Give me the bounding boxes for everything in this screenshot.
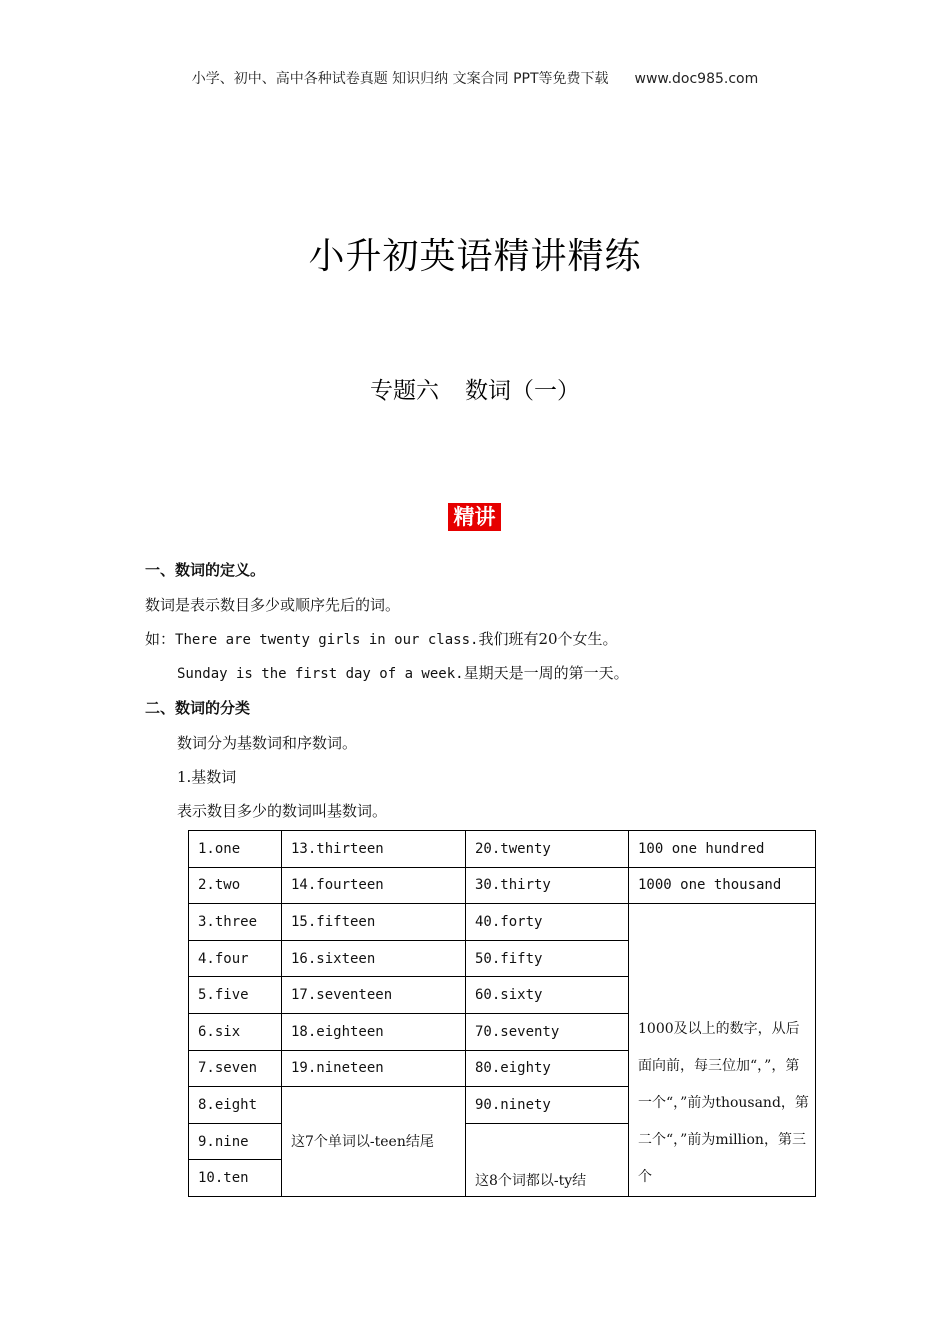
table-cell: 30.thirty bbox=[466, 867, 629, 904]
table-cell: 9.nine bbox=[189, 1123, 282, 1160]
table-cell: 5.five bbox=[189, 977, 282, 1014]
table-cell: 40.forty bbox=[466, 904, 629, 941]
example-2-cn: 星期天是一周的第一天。 bbox=[463, 664, 629, 682]
table-cell: 19.nineteen bbox=[282, 1050, 466, 1087]
table-cell: 8.eight bbox=[189, 1087, 282, 1124]
table-cell: 15.fifteen bbox=[282, 904, 466, 941]
header-text: 小学、初中、高中各种试卷真题 知识归纳 文案合同 PPT等免费下载 bbox=[191, 71, 609, 87]
cardinal-description: 表示数目多少的数词叫基数词。 bbox=[177, 802, 388, 820]
table-cell: 3.three bbox=[189, 904, 282, 941]
table-cell: 13.thirteen bbox=[282, 831, 466, 868]
table-cell: 20.twenty bbox=[466, 831, 629, 868]
table-row bbox=[189, 867, 816, 904]
subtitle-topic: 专题六 bbox=[370, 378, 439, 404]
table-note-large-numbers: 1000及以上的数字，从后面向前，每三位加“，”，第一个“，”前为thousand，第二个“，”前为million，第三个 bbox=[629, 904, 816, 1197]
example-2-en: Sunday is the first day of a week. bbox=[177, 666, 464, 682]
page-title: 小升初英语精讲精练 bbox=[308, 236, 642, 277]
subtitle-name: 数词（一） bbox=[465, 378, 580, 404]
section1-heading: 一、数词的定义。 bbox=[145, 561, 266, 579]
definition-text: 数词是表示数目多少或顺序先后的词。 bbox=[145, 596, 401, 614]
table-note-teen: 这7个单词以-teen结尾 bbox=[282, 1087, 466, 1197]
table-note-ty: 这8个词都以-ty结 bbox=[466, 1123, 629, 1196]
example-1 bbox=[145, 628, 618, 649]
example-1-cn: 我们班有20个女生。 bbox=[478, 630, 618, 648]
header-url[interactable]: www.doc985.com bbox=[634, 71, 759, 87]
classification-intro: 数词分为基数词和序数词。 bbox=[177, 734, 358, 752]
table-cell: 2.two bbox=[189, 867, 282, 904]
table-cell: 100 one hundred bbox=[629, 831, 816, 868]
table-cell: 17.seventeen bbox=[282, 977, 466, 1014]
table-cell: 4.four bbox=[189, 940, 282, 977]
subsection-cardinal: 1.基数词 bbox=[177, 768, 237, 786]
table-cell: 70.seventy bbox=[466, 1013, 629, 1050]
example-1-en: There are twenty girls in our class. bbox=[175, 632, 479, 648]
table-cell: 16.sixteen bbox=[282, 940, 466, 977]
table-cell: 50.fifty bbox=[466, 940, 629, 977]
table-cell: 10.ten bbox=[189, 1160, 282, 1197]
example-2 bbox=[177, 662, 629, 683]
table-cell: 14.fourteen bbox=[282, 867, 466, 904]
cardinal-number-table bbox=[188, 830, 816, 1197]
section-badge: 精讲 bbox=[448, 503, 501, 531]
section2-heading: 二、数词的分类 bbox=[145, 699, 251, 717]
page-header bbox=[0, 68, 950, 88]
table-cell: 7.seven bbox=[189, 1050, 282, 1087]
page-subtitle bbox=[0, 372, 950, 405]
table-row bbox=[189, 904, 816, 941]
table-cell: 80.eighty bbox=[466, 1050, 629, 1087]
table-cell: 1000 one thousand bbox=[629, 867, 816, 904]
table-cell: 18.eighteen bbox=[282, 1013, 466, 1050]
example-prefix: 如： bbox=[145, 630, 176, 648]
table-row bbox=[189, 831, 816, 868]
table-cell: 1.one bbox=[189, 831, 282, 868]
table-cell: 60.sixty bbox=[466, 977, 629, 1014]
table-cell: 6.six bbox=[189, 1013, 282, 1050]
table-cell: 90.ninety bbox=[466, 1087, 629, 1124]
